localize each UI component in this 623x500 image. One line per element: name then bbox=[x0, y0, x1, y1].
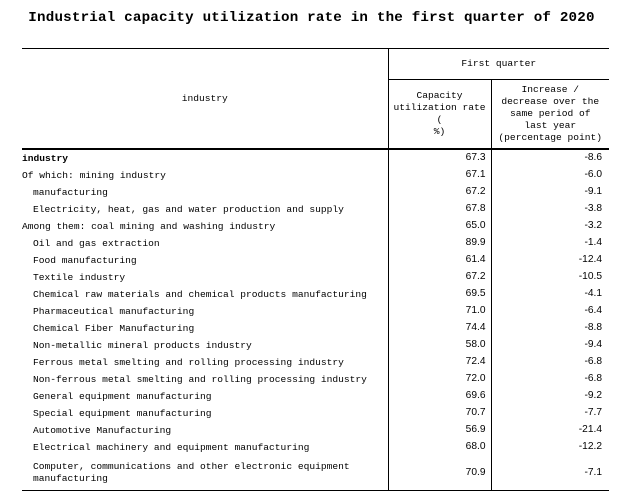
industry-name: Special equipment manufacturing bbox=[33, 407, 212, 419]
capacity-rate-value: 69.6 bbox=[388, 388, 491, 405]
capacity-rate-value: 71.0 bbox=[388, 303, 491, 320]
capacity-rate-value: 58.0 bbox=[388, 337, 491, 354]
table-row bbox=[22, 405, 609, 422]
capacity-rate-value: 67.8 bbox=[388, 201, 491, 218]
capacity-utilization-table bbox=[22, 48, 609, 491]
capacity-rate-value: 65.0 bbox=[388, 218, 491, 235]
industry-name: industry bbox=[22, 152, 69, 164]
industry-name: Chemical raw materials and chemical products manufacturing bbox=[33, 288, 367, 300]
industry-name: Food manufacturing bbox=[33, 254, 137, 266]
column-header-line: decrease over the bbox=[501, 96, 600, 108]
change-value: -3.8 bbox=[491, 201, 609, 218]
change-value: -21.4 bbox=[491, 422, 609, 439]
table-row bbox=[22, 439, 609, 456]
industry-name: Chemical Fiber Manufacturing bbox=[33, 322, 195, 334]
industry-name: Electricity, heat, gas and water production and supply bbox=[33, 203, 344, 215]
industry-name bbox=[22, 456, 388, 491]
table-row bbox=[22, 252, 609, 269]
industry-name: Oil and gas extraction bbox=[33, 237, 160, 249]
change-value: -6.8 bbox=[491, 371, 609, 388]
industry-name: Non-metallic mineral products industry bbox=[33, 339, 252, 351]
change-value: -4.1 bbox=[491, 286, 609, 303]
column-header-line: last year bbox=[524, 119, 577, 131]
column-header-line: Increase / bbox=[521, 84, 580, 96]
change-value: -6.0 bbox=[491, 167, 609, 184]
change-value: -10.5 bbox=[491, 269, 609, 286]
table-row bbox=[22, 456, 609, 491]
change-value: -9.2 bbox=[491, 388, 609, 405]
column-header-capacity-rate bbox=[388, 80, 491, 150]
capacity-rate-value: 69.5 bbox=[388, 286, 491, 303]
capacity-rate-value: 67.2 bbox=[388, 184, 491, 201]
row-header-industry: industry bbox=[22, 49, 388, 150]
capacity-rate-value: 72.0 bbox=[388, 371, 491, 388]
column-header-line: utilization rate ( bbox=[393, 102, 486, 125]
column-header-line: (percentage point) bbox=[498, 131, 603, 143]
industry-name: manufacturing bbox=[33, 186, 108, 198]
capacity-rate-value: 56.9 bbox=[388, 422, 491, 439]
change-value: -8.6 bbox=[491, 149, 609, 167]
capacity-rate-value: 67.3 bbox=[388, 149, 491, 167]
capacity-rate-value: 67.1 bbox=[388, 167, 491, 184]
industry-name: Pharmaceutical manufacturing bbox=[33, 305, 195, 317]
change-value: -7.1 bbox=[491, 456, 609, 491]
capacity-rate-value: 74.4 bbox=[388, 320, 491, 337]
column-header-change bbox=[491, 80, 609, 150]
table-row bbox=[22, 388, 609, 405]
table-row bbox=[22, 184, 609, 201]
capacity-rate-value: 70.7 bbox=[388, 405, 491, 422]
industry-name: General equipment manufacturing bbox=[33, 390, 212, 402]
industry-name: Automotive Manufacturing bbox=[33, 424, 172, 436]
capacity-rate-value: 72.4 bbox=[388, 354, 491, 371]
capacity-rate-value: 68.0 bbox=[388, 439, 491, 456]
industry-name: Non-ferrous metal smelting and rolling processing industry bbox=[33, 373, 367, 385]
change-value: -9.1 bbox=[491, 184, 609, 201]
change-value: -12.2 bbox=[491, 439, 609, 456]
table-row bbox=[22, 286, 609, 303]
change-value: -6.4 bbox=[491, 303, 609, 320]
industry-name: Ferrous metal smelting and rolling processing industry bbox=[33, 356, 344, 368]
column-group-first-quarter: First quarter bbox=[388, 49, 609, 80]
industry-name: Among them: coal mining and washing industry bbox=[22, 220, 276, 232]
table-row bbox=[22, 371, 609, 388]
table-body bbox=[22, 149, 609, 491]
table-row bbox=[22, 337, 609, 354]
capacity-rate-value: 70.9 bbox=[388, 456, 491, 491]
table-row bbox=[22, 201, 609, 218]
table-row bbox=[22, 218, 609, 235]
table-row bbox=[22, 354, 609, 371]
table-header bbox=[22, 49, 609, 150]
change-value: -1.4 bbox=[491, 235, 609, 252]
column-header-line: %) bbox=[433, 125, 446, 137]
table-row bbox=[22, 303, 609, 320]
change-value: -7.7 bbox=[491, 405, 609, 422]
table-row bbox=[22, 269, 609, 286]
table-row bbox=[22, 320, 609, 337]
industry-name: Electrical machinery and equipment manufacturing bbox=[33, 441, 310, 453]
industry-name-text: Computer, communications and other electronic equipment manufacturing bbox=[33, 460, 350, 484]
industry-name: Textile industry bbox=[33, 271, 126, 283]
capacity-rate-value: 61.4 bbox=[388, 252, 491, 269]
change-value: -9.4 bbox=[491, 337, 609, 354]
column-header-line: Capacity bbox=[416, 90, 463, 102]
change-value: -3.2 bbox=[491, 218, 609, 235]
capacity-rate-value: 67.2 bbox=[388, 269, 491, 286]
change-value: -8.8 bbox=[491, 320, 609, 337]
table-row bbox=[22, 167, 609, 184]
table-row bbox=[22, 149, 609, 167]
capacity-rate-value: 89.9 bbox=[388, 235, 491, 252]
column-header-line: same period of bbox=[509, 108, 591, 119]
table-row bbox=[22, 422, 609, 439]
page-title: Industrial capacity utilization rate in the first quarter of 2020 bbox=[28, 10, 595, 26]
change-value: -6.8 bbox=[491, 354, 609, 371]
change-value: -12.4 bbox=[491, 252, 609, 269]
industry-name: Of which: mining industry bbox=[22, 169, 166, 181]
table-row bbox=[22, 235, 609, 252]
